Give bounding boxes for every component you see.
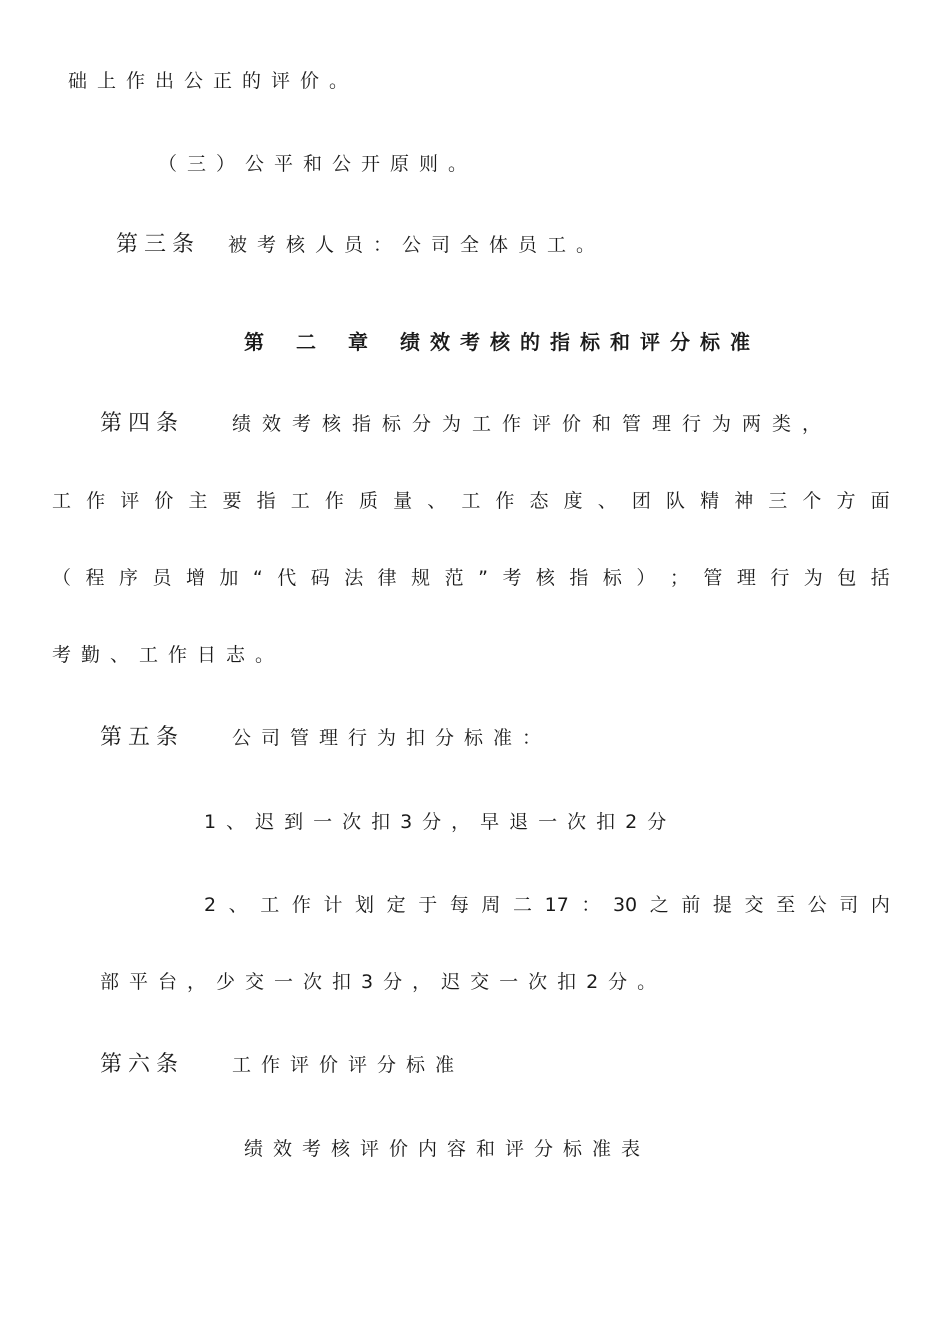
article-6-title: 第六条	[100, 1052, 185, 1077]
chapter-heading-part: 第	[244, 330, 274, 354]
article-6	[100, 1052, 464, 1078]
table-caption: 绩效考核评价内容和评分标准表	[244, 1138, 651, 1160]
article-5-body: 公司管理行为扣分标准：	[232, 727, 552, 749]
chapter-heading-title: 绩效考核的指标和评分标准	[400, 330, 760, 354]
article-3	[116, 232, 605, 258]
article-4-line-3: （ 程 序 员 增 加 “ 代 码 法 律 规 范 ” 考 核 指 标 ） ； 管 理 行 为 包 括	[52, 567, 890, 589]
article-6-body: 工作评价评分标准	[232, 1054, 465, 1076]
article-5	[100, 725, 551, 751]
article-3-title: 第三条	[116, 232, 201, 257]
article-4-body: 绩效考核指标分为工作评价和管理行为两类，	[232, 413, 833, 435]
rule-item-2-line-1: 2 、 工 作 计 划 定 于 每 周 二 17 ： 30 之 前 提 交 至 公 司 内	[204, 894, 890, 916]
chapter-heading-part: 二	[296, 330, 326, 354]
paragraph-continuation: 础上作出公正的评价。	[68, 70, 359, 92]
article-3-body: 被考核人员：公司全体员工。	[228, 234, 606, 256]
rule-item-2-line-2: 部平台，少交一次扣3分，迟交一次扣2分。	[100, 971, 667, 993]
chapter-heading-part: 章	[348, 330, 378, 354]
chapter-heading	[244, 329, 760, 355]
article-4-title: 第四条	[100, 411, 185, 436]
article-4-line-1	[100, 411, 832, 437]
article-4-line-2: 工 作 评 价 主 要 指 工 作 质 量 、 工 作 态 度 、 团 队 精 神 三 个 方 面	[52, 490, 890, 512]
article-4-line-4: 考勤、工作日志。	[52, 644, 285, 666]
rule-item-1: 1、迟到一次扣3分，早退一次扣2分	[204, 811, 677, 833]
principle-three: （三）公平和公开原则。	[158, 153, 478, 175]
article-5-title: 第五条	[100, 725, 185, 750]
